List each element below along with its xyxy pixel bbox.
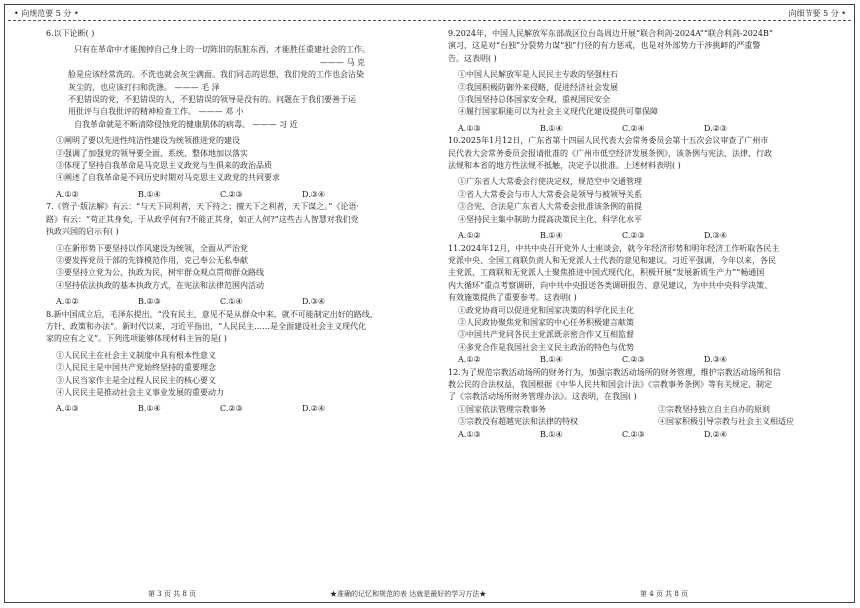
question-stem: 法规和本省的地方性法规不抵触，决定予以批准。上述材料表明( ) (448, 161, 681, 171)
statement-option: ③宗教没有超越宪法和法律的特权 (458, 417, 578, 427)
statement-option: ①广东省人大常委会行使决定权，规范空中交通管理 (458, 177, 642, 187)
left-column (46, 28, 421, 416)
question-stem: 主党派、工商联和无党派人士聚焦推进中国式现代化，积极开展“发展新质生产力”“畅通国 (448, 268, 765, 278)
choice-a[interactable]: A.①③ (458, 429, 481, 439)
question-stem: 告。这表明( ) (448, 53, 497, 63)
choice-c[interactable]: C.②③ (622, 429, 645, 439)
answer-choices (46, 296, 421, 308)
answer-choices (46, 403, 421, 415)
right-column (448, 28, 846, 441)
header-left: • 向规范要 5 分 • (14, 9, 79, 18)
choice-a[interactable]: A.①② (458, 231, 481, 241)
statement-option: ④阐述了自我革命是不同历史时期对马克思主义政党的共同要求 (56, 173, 280, 183)
question-stem: 11.2024年12月，中共中央召开党外人士座谈会，就今年经济形势和明年经济工作听取各民主 (448, 243, 780, 253)
statement-option: ②我国积极防御外来侵略，促进经济社会发展 (458, 82, 618, 92)
choice-a[interactable]: A.①③ (56, 404, 79, 414)
question-6 (46, 28, 421, 201)
choice-d[interactable]: D.③④ (704, 355, 728, 365)
statement-option: ③合宪、合法是广东省人大常委会批准该条例的前提 (458, 202, 642, 212)
question-stem: 民代表大会常务委员会报请批准的《广州市低空经济发展条例》，该条例与宪法、法律、行政 (448, 148, 772, 158)
question-9 (448, 28, 846, 135)
choice-c[interactable]: C.②③ (220, 404, 243, 414)
choice-b[interactable]: B.①④ (540, 355, 563, 365)
choice-b[interactable]: B.①④ (540, 429, 563, 439)
statement-option: ①阐明了要以先进性纯洁性建设为统领推进党的建设 (56, 136, 240, 146)
choice-b[interactable]: B.②③ (138, 297, 161, 307)
choice-b[interactable]: B.①④ (540, 123, 563, 133)
statement-option: ③要坚持立党为公、执政为民，树牢群众观点贯彻群众路线 (56, 268, 264, 278)
statement-option: ④国家积极引导宗教与社会主义相适应 (658, 417, 794, 427)
question-stem: 内大循环”重点考察调研，向中共中央报送各类调研报告、意见建议，为中共中央科学决策、 (448, 280, 773, 290)
choice-a[interactable]: A.①③ (458, 123, 481, 133)
choice-d[interactable]: D.③④ (302, 189, 326, 199)
quote-line: 只有在革命中才能抛掉自己身上的一切陈旧的肮脏东西，才能胜任重建社会的工作。 (74, 45, 370, 55)
answer-choices (448, 354, 846, 366)
question-stem: 教公民的合法权益，我国根据《中华人民共和国会计法》《宗教事务条例》等有关规定，制定 (448, 379, 772, 389)
header-divider (8, 20, 851, 21)
header-right: 向细节要 5 分 • (788, 9, 846, 18)
question-stem: 10.2025年1月12日，广东省第十四届人民代表大会常务委员会第十五次会议审查了广州市 (448, 136, 769, 146)
question-8 (46, 309, 421, 416)
answer-choices (46, 189, 421, 201)
quote-line: 不犯错误的党，不犯错误的人，不犯错误的领导是没有的。问题在于我们要善于运 (68, 95, 356, 105)
choice-d[interactable]: D.③④ (302, 297, 326, 307)
question-stem: 8.新中国成立后，毛泽东提出，“没有民主，意见不是从群众中来，就不可能制定出好的路线、 (46, 309, 378, 319)
choice-d[interactable]: D.②④ (704, 429, 728, 439)
choice-a[interactable]: A.①② (458, 355, 481, 365)
question-stem: 有效施策提供了重要参考。这表明( ) (448, 293, 577, 303)
statement-option: ①中国人民解放军是人民民主专政的坚强柱石 (458, 70, 618, 80)
question-stem: 党派中央、全国工商联负责人和无党派人士代表的意见和建议。习近平强调，今年以来，各民 (448, 255, 776, 265)
question-10 (448, 135, 846, 242)
choice-c[interactable]: C.①④ (220, 297, 243, 307)
statement-option: ②省人大常委会与市人大常委会是领导与被领导关系 (458, 189, 642, 199)
question-stem: 7.《管子·版法解》有云：“与天下同利者，天下持之；擅天下之利者，天下谋之。”《论语· (46, 202, 359, 212)
answer-choices (448, 123, 846, 135)
choice-a[interactable]: A.①② (56, 297, 79, 307)
statement-option-row (448, 416, 846, 428)
quote-line: 脸是应该经常洗的。不洗也就会灰尘满面。我们同志的思想，我们党的工作也会沾染 (68, 70, 364, 80)
question-stem: 6.以下论断( ) (46, 29, 95, 38)
statement-option: ④坚持民主集中制助力提高决策民主化、科学化水平 (458, 214, 642, 224)
statement-option: ①人民民主在社会主义制度中具有根本性意义 (56, 350, 216, 360)
choice-c[interactable]: C.②③ (622, 355, 645, 365)
quote-line: 灰尘的，也应该打扫和洗涤。 ——— 毛 泽 (68, 82, 220, 92)
statement-option: ③中国共产党同各民主党派既亲密合作又互相监督 (458, 330, 634, 340)
footer-page-left: 第 3 页 共 8 页 (148, 590, 197, 598)
statement-option: ②要发挥党员干部的先锋模范作用，克己奉公无私奉献 (56, 255, 248, 265)
statement-option-row (448, 404, 846, 416)
statement-option: ④履行国家职能可以为社会主义现代化建设提供可靠保障 (458, 107, 658, 117)
question-stem: 9.2024年，中国人民解放军东部战区位台岛周边开展“联合利剑-2024A”“联合利剑-2024B” (448, 29, 773, 38)
choice-b[interactable]: B.①④ (138, 189, 161, 199)
quote-line: 用批评与自我批评的精神检查工作。 ——— 邓 小 (68, 107, 244, 117)
question-stem: 演习，这是对“台独”分裂势力谋“独”行径的有力惩戒，也是对外部势力干涉挑衅的严重警 (448, 41, 761, 51)
statement-option: ①政党协商可以促进党和国家决策的科学化民主化 (458, 305, 634, 315)
choice-c[interactable]: C.②③ (220, 189, 243, 199)
question-stem: 了《宗教活动场所财务管理办法》。这表明，在我国( ) (448, 392, 637, 402)
statement-option: ①国家依法管理宗教事务 (458, 404, 546, 414)
choice-d[interactable]: D.③④ (704, 231, 728, 241)
statement-option: ③体现了坚持自我革命是马克思主义政党与生俱来的政治品质 (56, 161, 272, 171)
statement-option: ①在新形势下要坚持以作风建设为统领，全面从严治党 (56, 243, 248, 253)
question-7 (46, 201, 421, 308)
footer-page-right: 第 4 页 共 8 页 (640, 590, 689, 598)
question-stem: 12.为了规范宗教活动场所的财务行为，加强宗教活动场所的财务管理，维护宗教活动场所和信 (448, 367, 781, 377)
answer-choices (448, 429, 846, 441)
question-stem: 方针、政策和办法”。新时代以来，习近平指出，“人民民主……是全面建设社会主义现代化 (46, 321, 367, 331)
answer-choices (448, 230, 846, 242)
choice-b[interactable]: B.①④ (138, 404, 161, 414)
statement-option: ③我国坚持总体国家安全观，重视国民安全 (458, 95, 610, 105)
choice-c[interactable]: C.②③ (622, 231, 645, 241)
choice-d[interactable]: D.②③ (704, 123, 728, 133)
statement-option: ②人民政协聚焦党和国家的中心任务积极建言献策 (458, 317, 634, 327)
question-stem: 家的应有之义”。下列选项能够体现材料主旨的是( ) (46, 334, 227, 344)
statement-option: ③人民当家作主是全过程人民民主的核心要义 (56, 375, 216, 385)
choice-c[interactable]: C.②④ (622, 123, 645, 133)
quote-line: 自我革命就是不断清除侵蚀党的健康肌体的病毒。 ——— 习 近 (74, 119, 298, 129)
choice-d[interactable]: D.②④ (302, 404, 326, 414)
statement-option: ④多党合作是我国社会主义民主政治的特色与优势 (458, 342, 634, 352)
choice-b[interactable]: B.①④ (540, 231, 563, 241)
question-12 (448, 367, 846, 441)
question-stem: 执政兴国的启示有( ) (46, 227, 119, 237)
quote-attribution: ——— 马 克 (319, 57, 365, 67)
statement-option: ②人民民主是中国共产党始终坚持的重要理念 (56, 363, 216, 373)
statement-option: ②强调了加强党的领导要全面、系统、整体地加以落实 (56, 148, 248, 158)
statement-option: ④坚持依法执政的基本执政方式，在宪法和法律范围内活动 (56, 280, 264, 290)
footer-motto: ★准确的记忆和规范的表 达就是最好的学习方法★ (330, 590, 487, 598)
question-stem: 路》有云：“苟正其身矣，于从政乎何有?不能正其身，如正人何?”这些古人智慧对我们党 (46, 214, 359, 224)
statement-option: ④人民民主是推动社会主义事业发展的重要动力 (56, 387, 224, 397)
question-11 (448, 243, 846, 367)
statement-option: ②宗教坚持独立自主自办的原则 (658, 404, 770, 414)
choice-a[interactable]: A.①② (56, 189, 79, 199)
